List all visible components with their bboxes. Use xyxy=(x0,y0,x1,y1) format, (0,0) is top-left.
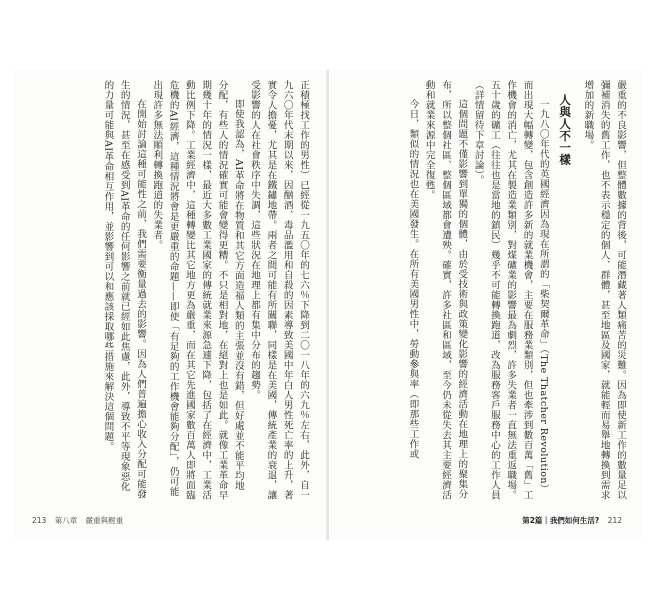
footer-title: 嚴重與輕重 xyxy=(85,516,124,525)
paragraph: 正積極找工作的男性）已經從一九五〇年的七六％下降到二〇一八年的六九％左右，此外，自一九六〇年代末期以來，因酗酒、毒品濫用和自殺的因素導致美國中年白人男性死亡率的上升，著實令人擔憂，尤其是在鐵鏽地帶。兩者之間可能有所關聯，同樣是在美國，傳統產業的衰退，讓受影響的人在社會秩序中失調，這些狀況在地理上都有集中分布的趨勢。 xyxy=(249,80,309,500)
page-number: 213 xyxy=(32,516,47,525)
section-heading: 人與人不一樣 xyxy=(558,93,573,166)
right-page-footer xyxy=(522,515,628,526)
left-page-footer xyxy=(26,515,123,526)
paragraph: 這個問題不僅影響到單獨的個體，由於受技術與政策變化影響的經濟活動在地理上的聚集分布，所以整個社區、整個區域都會遭殃。確實，許多社區和區域，至今仍未從失去其主要經濟活動和就業來源中完全復甦。 xyxy=(423,80,468,500)
left-page xyxy=(14,70,327,540)
paragraph: 今日，類似的情況也在美國發生。在所有美國男性中，勞動參與率（即那些工作或 xyxy=(407,99,419,460)
paragraph: 嚴重的不良影響，但整體數據的背後，可能潛藏著人類痛苦的災難。因為即使新工作的數量足以彌補消失的舊工作，也不表示穩定的個人、群體，甚至地區及國家，就能輕而易舉地轉換到需求增加的新職場。 xyxy=(582,80,626,500)
right-page-body xyxy=(338,80,628,500)
footer-chapter: 第八章 xyxy=(54,516,78,525)
footer-part: 第2篇｜我們如何生活? xyxy=(522,516,600,525)
paragraph: 一九八〇年代的英國經濟因為現在所謂的「柴契爾革命」（The Thatcher Revolution）而出現大幅轉變，包含創造許多新的就業機會，主要在服務業類別，但也牽涉到數百萬「舊」工作機會的消亡，尤其在製造業類別，對煤礦業的影響最為劇烈，許多失業者一直無法重返職場。五十歲的礦工（往往也是當地的鎮民）幾乎不可能轉換跑道，改為服務客戶服務中心的工作人員（詳情留待下章討論）。 xyxy=(472,80,549,500)
book-spread xyxy=(14,70,642,540)
paragraph: 即使我認為，AI革命將在物質和其它方面造福人類的主張並沒有錯，但好處並不能平均地分配，有些人的情況確實可能會變得更糟。不只是相對地，在絕對上也是如此。就像工業革命早期幾十年的情況一樣，最近大多數工業國家的傳統就業來源急遽下降，包括了在經濟中，工業活動比例下降。工業經濟中，這種轉變比其它地方更為嚴重，而在其它先進國家數百萬人即將面臨危機的AI經濟，這種情況將會是更嚴重的命題——即使「有足夠的工作機會能夠分配」，仍可能出現許多無法順利轉換跑道的失業者。 xyxy=(151,80,244,500)
left-page-body xyxy=(27,80,311,500)
paragraph: 在開始討論這種可能性之前，我們需要衡量過去的影響。因為人們普遍擔心收入分配可能發生的情況，甚至在感受到AI革命的任何影響之前就已經如此焦慮，此外，導致不平等現象惡化的力量可能與AI革命相互作用，並影響到可以和應該採取哪些措施來解決這個問題。 xyxy=(102,80,147,500)
page-number: 212 xyxy=(607,516,622,525)
right-page xyxy=(329,70,642,540)
